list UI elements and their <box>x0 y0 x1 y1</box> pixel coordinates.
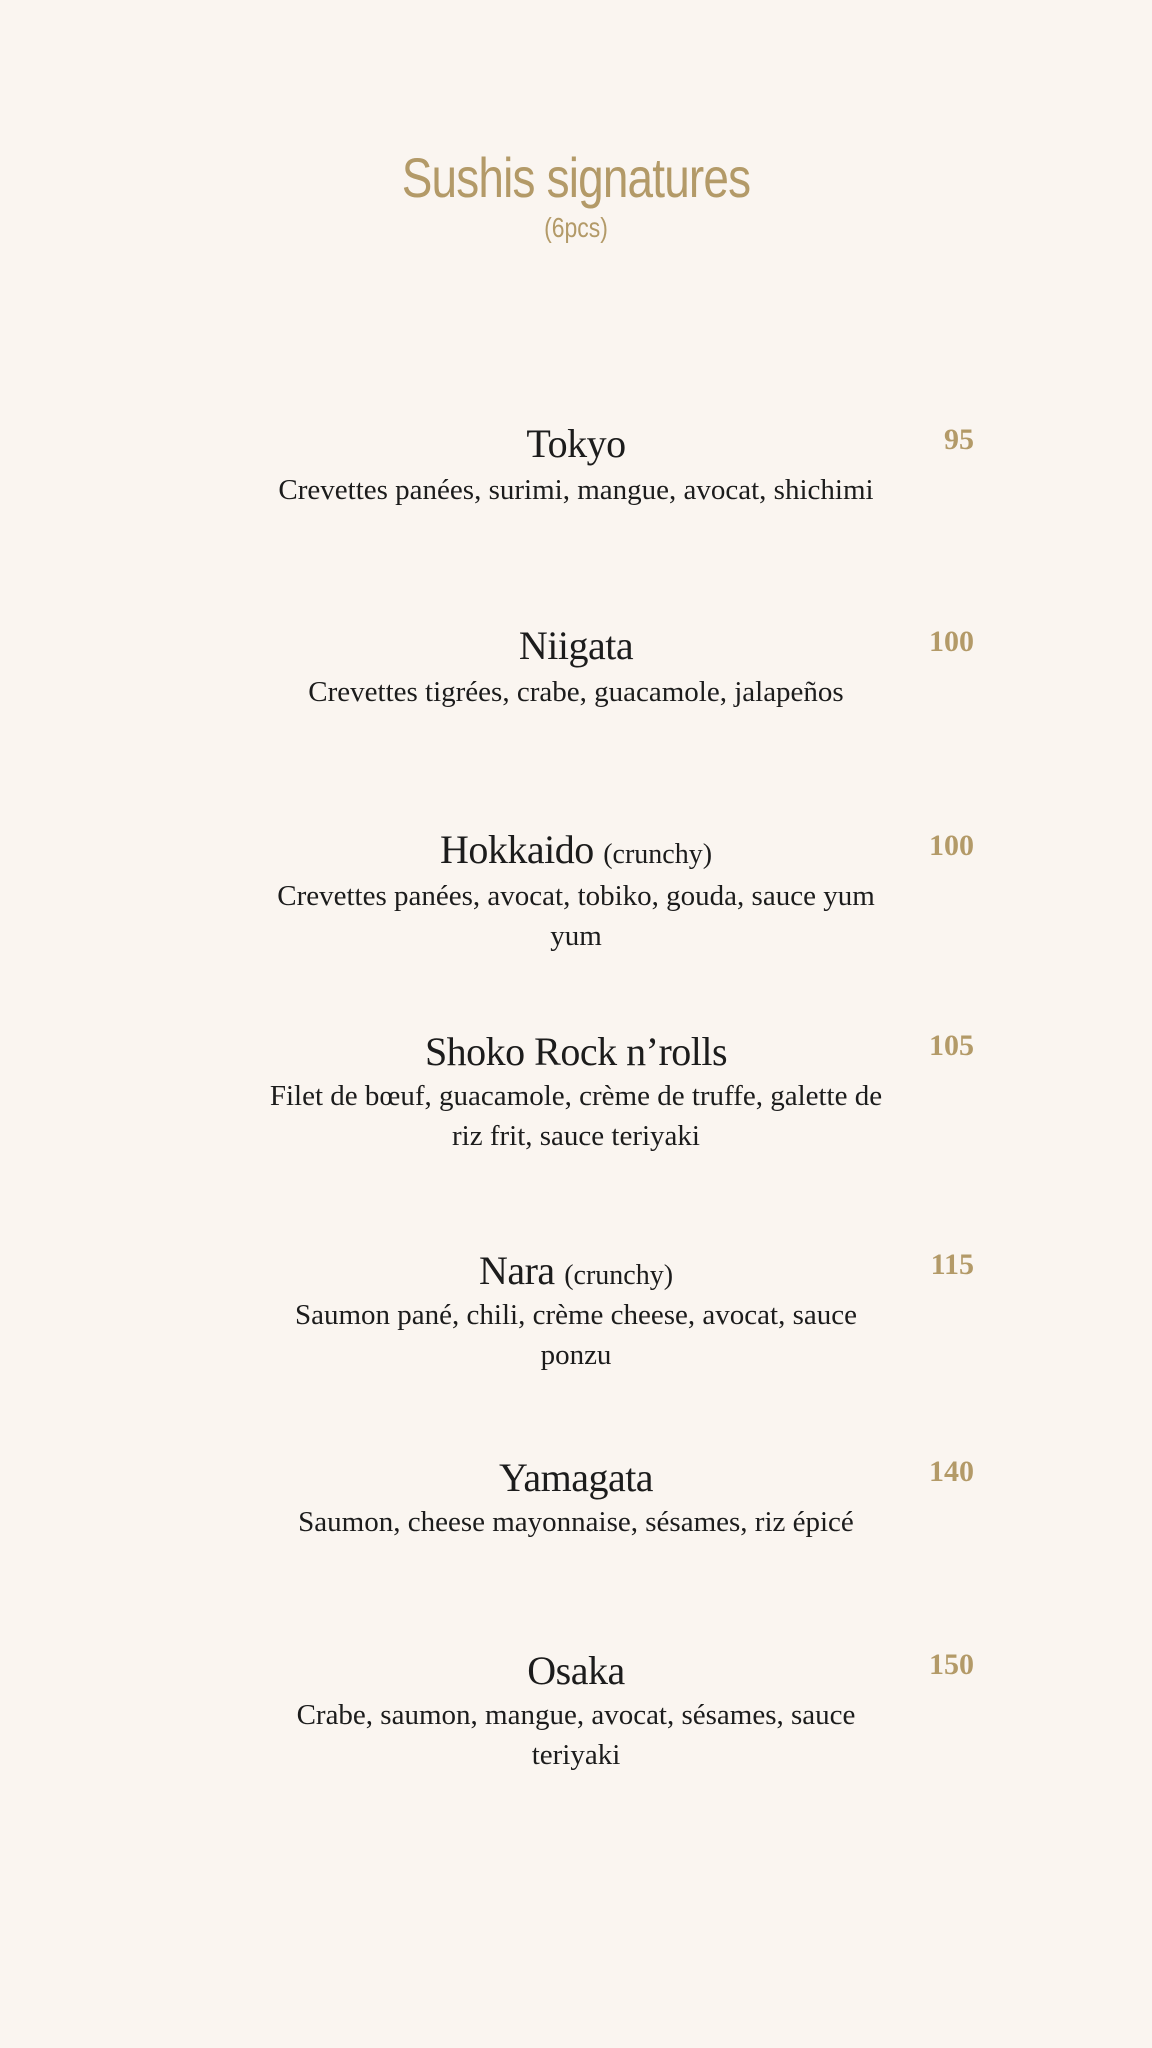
item-name-text: Nara <box>478 1248 555 1293</box>
item-name <box>0 1245 1152 1302</box>
item-name <box>0 1645 1152 1697</box>
item-price: 150 <box>929 1648 974 1681</box>
item-name <box>0 1452 1152 1504</box>
item-description: Crabe, saumon, mangue, avocat, sésames, sauce teriyaki <box>296 1699 856 1771</box>
item-price: 100 <box>929 625 974 658</box>
item-price: 100 <box>929 829 974 862</box>
item-name <box>0 1026 1152 1078</box>
item-name-text: Niigata <box>518 623 634 668</box>
item-name-text: Hokkaido <box>439 827 594 872</box>
item-note: (crunchy) <box>603 839 713 870</box>
item-price: 140 <box>929 1455 974 1488</box>
item-price: 115 <box>930 1248 974 1281</box>
item-description: Crevettes panées, avocat, tobiko, gouda, sauce yum yum <box>277 880 875 952</box>
item-name <box>0 824 1152 881</box>
item-price: 95 <box>944 423 974 456</box>
menu-header <box>0 146 1152 243</box>
menu-title: Sushis signatures <box>401 146 751 209</box>
item-name-text: Shoko Rock n’rolls <box>424 1029 728 1074</box>
item-description: Filet de bœuf, guacamole, crème de truffe, galette de riz frit, sauce teriyaki <box>269 1080 883 1152</box>
item-name-text: Tokyo <box>526 421 626 466</box>
item-name <box>0 418 1152 470</box>
item-note: (crunchy) <box>564 1260 674 1291</box>
item-description: Crevettes tigrées, crabe, guacamole, jalapeños <box>308 676 844 708</box>
item-description: Crevettes panées, surimi, mangue, avocat, shichimi <box>278 474 874 506</box>
item-description: Saumon, cheese mayonnaise, sésames, riz épicé <box>298 1506 854 1538</box>
item-name-text: Osaka <box>527 1648 625 1693</box>
menu-subtitle: (6pcs) <box>544 212 608 243</box>
item-name-text: Yamagata <box>498 1455 654 1500</box>
item-name <box>0 620 1152 672</box>
item-description: Saumon pané, chili, crème cheese, avocat, sauce ponzu <box>294 1299 858 1371</box>
item-price: 105 <box>929 1029 974 1062</box>
